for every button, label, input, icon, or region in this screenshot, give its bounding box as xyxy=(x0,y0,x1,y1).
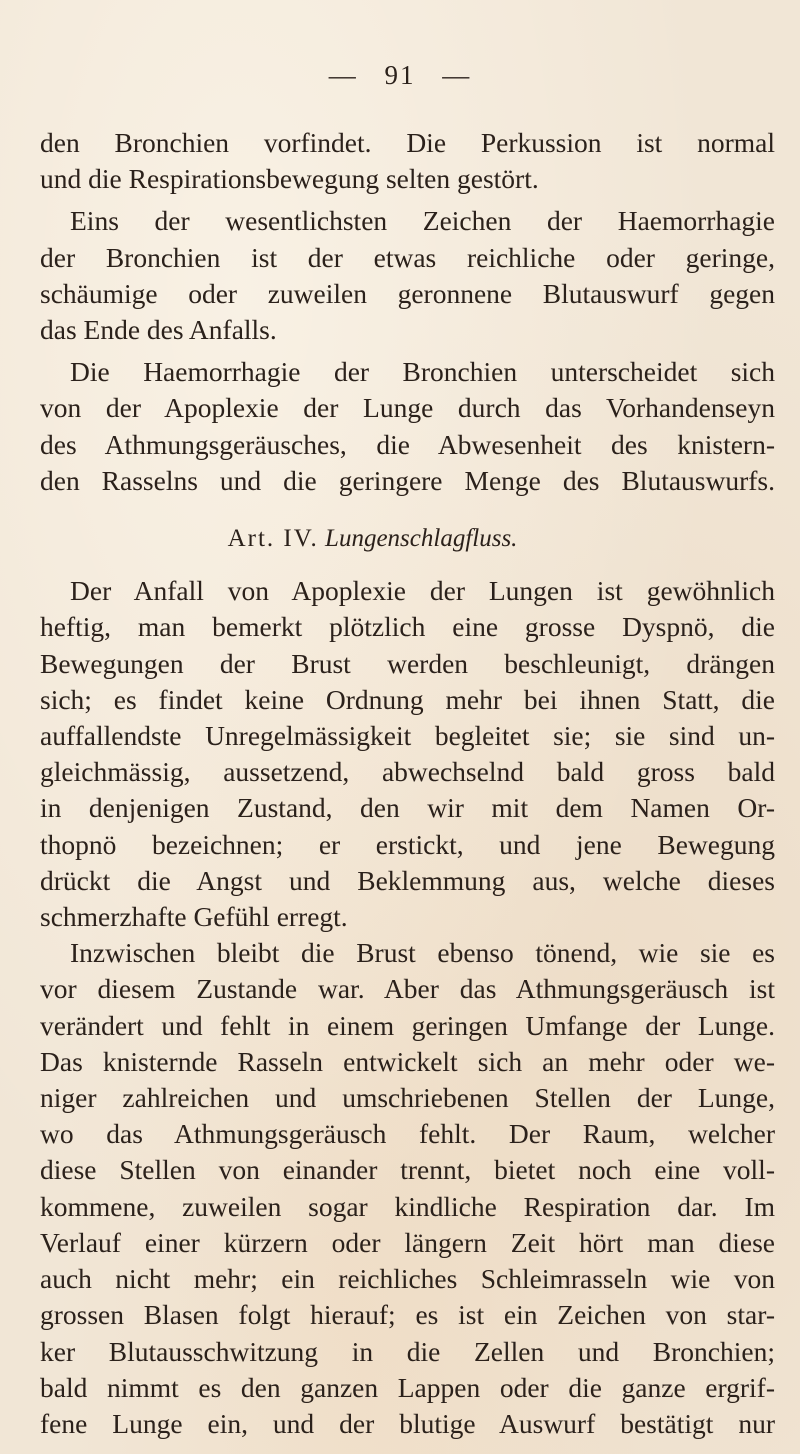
text-line: den Rasselns und die geringere Menge des Blutauswurfs. xyxy=(40,464,775,496)
text-line: diese Stellen von einander trennt, bietet noch eine voll- xyxy=(40,1154,775,1186)
text-line: schäumige oder zuweilen geronnene Blutauswurf gegen xyxy=(40,277,775,309)
paragraph xyxy=(40,354,775,499)
text-line: fene Lunge ein, und der blutige Auswurf bestätigt nur xyxy=(40,1407,775,1439)
text-line: drückt die Angst und Beklemmung aus, welche dieses xyxy=(40,864,775,896)
header-dash-right: — xyxy=(442,60,472,90)
page-number: 91 xyxy=(384,60,416,90)
text-line: niger zahlreichen und umschriebenen Stellen der Lunge, xyxy=(40,1082,775,1114)
text-line: Der Anfall von Apoplexie der Lungen ist gewöhnlich xyxy=(70,575,775,607)
text-line: kommene, zuweilen sogar kindliche Respiration dar. Im xyxy=(40,1190,775,1222)
text-line: von der Apoplexie der Lunge durch das Vorhandenseyn xyxy=(40,392,775,424)
text-line: auch nicht mehr; ein reichliches Schleimrasseln wie von xyxy=(40,1263,775,1295)
article-number: Art. IV. xyxy=(227,525,319,553)
paragraph xyxy=(40,573,775,935)
text-line: und die Respirationsbewegung selten gestört. xyxy=(40,163,539,195)
text-line: auffallendste Unregelmässigkeit begleitet sie; sie sind un- xyxy=(40,720,775,752)
text-line: bald nimmt es den ganzen Lappen oder die ganze ergrif- xyxy=(40,1371,775,1403)
text-line: verändert und fehlt in einem geringen Umfange der Lunge. xyxy=(40,1009,775,1041)
text-line: Das knisternde Rasseln entwickelt sich an mehr oder we- xyxy=(40,1045,775,1077)
section-heading xyxy=(40,521,775,557)
text-line: Eins der wesentlichsten Zeichen der Haemorrhagie xyxy=(70,205,775,237)
paragraph xyxy=(40,203,775,348)
text-line: schmerzhafte Gefühl erregt. xyxy=(40,901,348,933)
text-line: des Athmungsgeräusches, die Abwesenheit des knistern- xyxy=(40,428,775,460)
text-line: gleichmässig, aussetzend, abwechselnd bald gross bald xyxy=(40,756,775,788)
text-line: heftig, man bemerkt plötzlich eine grosse Dyspnö, die xyxy=(40,611,775,643)
text-line: ker Blutausschwitzung in die Zellen und Bronchien; xyxy=(40,1335,775,1367)
section-title: Lungenschlagfluss. xyxy=(325,525,518,553)
body-text xyxy=(40,125,775,1442)
text-line: den Bronchien vorfindet. Die Perkussion ist normal xyxy=(40,127,775,158)
text-line: grossen Blasen folgt hierauf; es ist ein Zeichen von star- xyxy=(40,1299,775,1331)
paragraph xyxy=(40,935,775,1442)
paragraph xyxy=(40,125,775,197)
text-line: der Bronchien ist der etwas reichliche oder geringe, xyxy=(40,241,775,273)
text-line: Verlauf einer kürzern oder längern Zeit hört man diese xyxy=(40,1226,775,1258)
page-header xyxy=(0,60,800,91)
text-line: Bewegungen der Brust werden beschleunigt, drängen xyxy=(40,647,775,679)
text-line: thopnö bezeichnen; er erstickt, und jene Bewegung xyxy=(40,828,775,860)
text-line: Inzwischen bleibt die Brust ebenso tönend, wie sie es xyxy=(70,937,775,969)
text-line: vor diesem Zustande war. Aber das Athmungsgeräusch ist xyxy=(40,973,775,1005)
text-line: Die Haemorrhagie der Bronchien unterscheidet sich xyxy=(70,356,775,388)
header-dash-left: — xyxy=(328,60,358,90)
text-line: sich; es findet keine Ordnung mehr bei ihnen Statt, die xyxy=(40,683,775,715)
text-line: wo das Athmungsgeräusch fehlt. Der Raum, welcher xyxy=(40,1118,775,1150)
text-line: in denjenigen Zustand, den wir mit dem Namen Or- xyxy=(40,792,775,824)
text-line: das Ende des Anfalls. xyxy=(40,314,277,346)
